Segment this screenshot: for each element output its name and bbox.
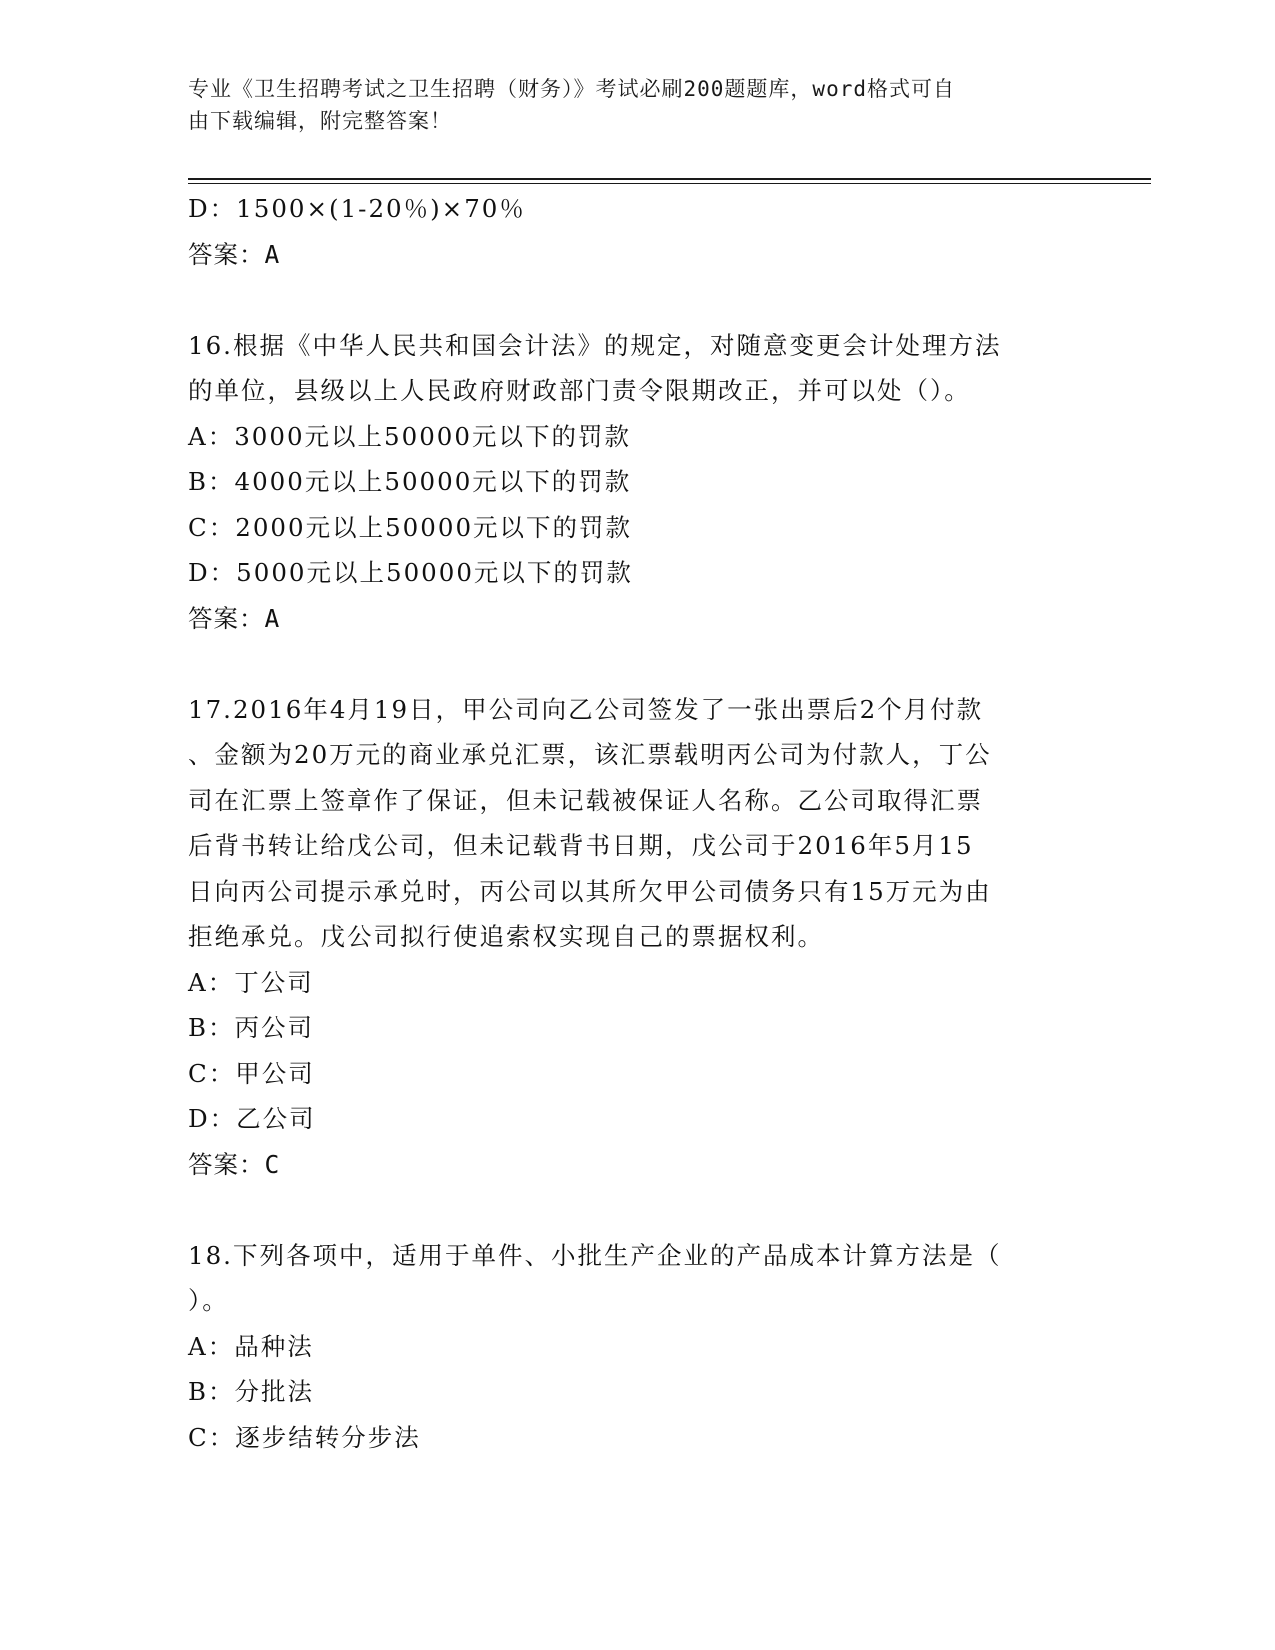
q18-stem-line-1: 18.下列各项中，适用于单件、小批生产企业的产品成本计算方法是（	[188, 1240, 1002, 1270]
spacer	[188, 1187, 1088, 1233]
q17-option-c: C：甲公司	[188, 1058, 315, 1088]
q17-stem-line-5: 日向丙公司提示承兑时，丙公司以其所欠甲公司债务只有15万元为由	[188, 876, 992, 906]
q16-stem-line-2: 的单位，县级以上人民政府财政部门责令限期改正，并可以处（）。	[188, 376, 971, 405]
q17-stem-line-1: 17.2016年4月19日，甲公司向乙公司签发了一张出票后2个月付款	[188, 694, 984, 724]
question-18	[188, 1233, 1088, 1461]
question-15	[188, 186, 1088, 277]
q18-option-b: B：分批法	[188, 1377, 315, 1406]
q16-option-c: C：2000元以上50000元以下的罚款	[188, 512, 633, 542]
q17-option-b: B：丙公司	[188, 1013, 315, 1042]
question-16	[188, 323, 1088, 642]
q17-option-a: A：丁公司	[188, 967, 314, 997]
q16-option-d: D：5000元以上50000元以下的罚款	[188, 558, 633, 587]
header-line-1: 专业《卫生招聘考试之卫生招聘（财务）》考试必刷200题题库，word格式可自	[188, 77, 955, 101]
question-content	[188, 186, 1088, 1460]
q16-stem-line-1: 16.根据《中华人民共和国会计法》的规定，对随意变更会计处理方法	[188, 330, 1002, 360]
q17-stem-line-4: 后背书转让给戊公司，但未记载背书日期，戊公司于2016年5月15	[188, 831, 974, 860]
q18-option-a: A：品种法	[188, 1331, 314, 1361]
q16-option-a: A：3000元以上50000元以下的罚款	[188, 421, 631, 451]
q18-stem-line-2: ）。	[188, 1286, 229, 1315]
q15-option-d: D：1500×(1-20％)×70％	[188, 194, 526, 223]
q16-answer: 答案：A	[188, 603, 281, 633]
q18-option-c: C：逐步结转分步法	[188, 1422, 421, 1452]
q17-stem-line-3: 司在汇票上签章作了保证，但未记载被保证人名称。乙公司取得汇票	[188, 785, 983, 815]
q17-answer: 答案：C	[188, 1149, 281, 1179]
spacer	[188, 277, 1088, 323]
q17-stem-line-2: 、金额为20万元的商业承兑汇票，该汇票载明丙公司为付款人，丁公	[188, 740, 992, 769]
q17-option-d: D：乙公司	[188, 1104, 316, 1133]
header-line-2: 由下载编辑，附完整答案！	[188, 109, 452, 133]
q16-option-b: B：4000元以上50000元以下的罚款	[188, 467, 632, 496]
q15-answer: 答案：A	[188, 239, 281, 269]
question-17	[188, 687, 1088, 1188]
spacer	[188, 641, 1088, 687]
header-rule-thick	[188, 178, 1151, 180]
header-rule-thin	[188, 183, 1151, 184]
q17-stem-line-6: 拒绝承兑。戊公司拟行使追索权实现自己的票据权利。	[188, 922, 824, 951]
page-header	[188, 73, 1068, 137]
